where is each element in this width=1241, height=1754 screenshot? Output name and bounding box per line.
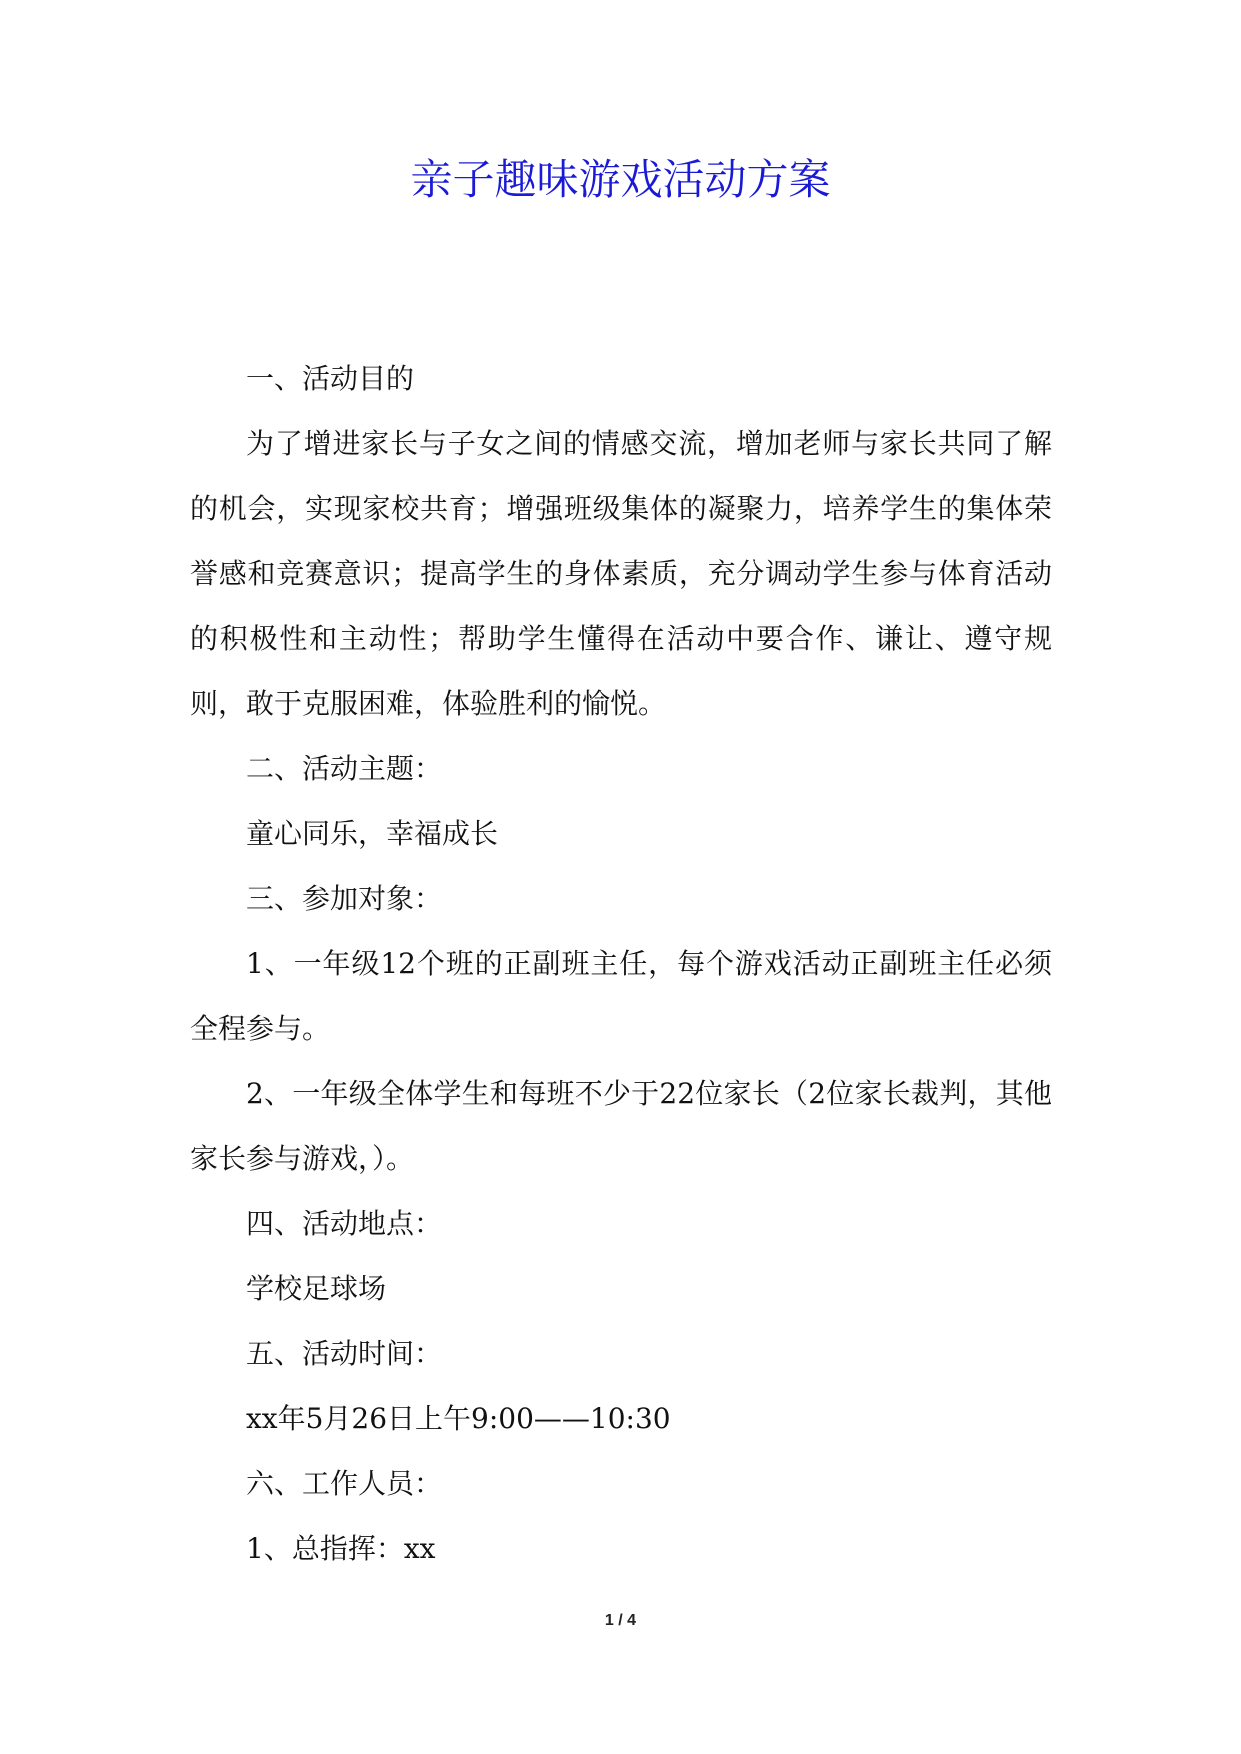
paragraph-staff-1: 1、总指挥：xx	[246, 1532, 436, 1565]
document-body	[190, 346, 1052, 1581]
heading-activity-location: 四、活动地点：	[246, 1207, 443, 1240]
paragraph-activity-purpose: 为了增进家长与子女之间的情感交流，增加老师与家长共同了解的机会，实现家校共育；增强班级集体的凝聚力，培养学生的集体荣誉感和竞赛意识；提高学生的身体素质，充分调动学生参与体育活动的积极性和主动性；帮助学生懂得在活动中要合作、谦让、遵守规则，敢于克服困难，体验胜利的愉悦。	[190, 427, 1052, 720]
heading-staff: 六、工作人员：	[246, 1467, 443, 1500]
heading-activity-purpose: 一、活动目的	[246, 362, 415, 395]
heading-activity-theme: 二、活动主题：	[246, 752, 443, 785]
document-title: 亲子趣味游戏活动方案	[410, 155, 831, 204]
paragraph-participants-2: 2、一年级全体学生和每班不少于22位家长（2位家长裁判，其他家长参与游戏，）。	[190, 1077, 1052, 1175]
heading-participants: 三、参加对象：	[246, 882, 443, 915]
paragraph-participants-1: 1、一年级12个班的正副班主任，每个游戏活动正副班主任必须全程参与。	[190, 947, 1052, 1045]
paragraph-activity-theme: 童心同乐，幸福成长	[246, 817, 499, 850]
heading-activity-time: 五、活动时间：	[246, 1337, 443, 1370]
page-number: 1 / 4	[604, 1612, 637, 1629]
paragraph-activity-location: 学校足球场	[246, 1272, 387, 1305]
paragraph-activity-time: xx年5月26日上午9:00——10:30	[246, 1402, 671, 1435]
